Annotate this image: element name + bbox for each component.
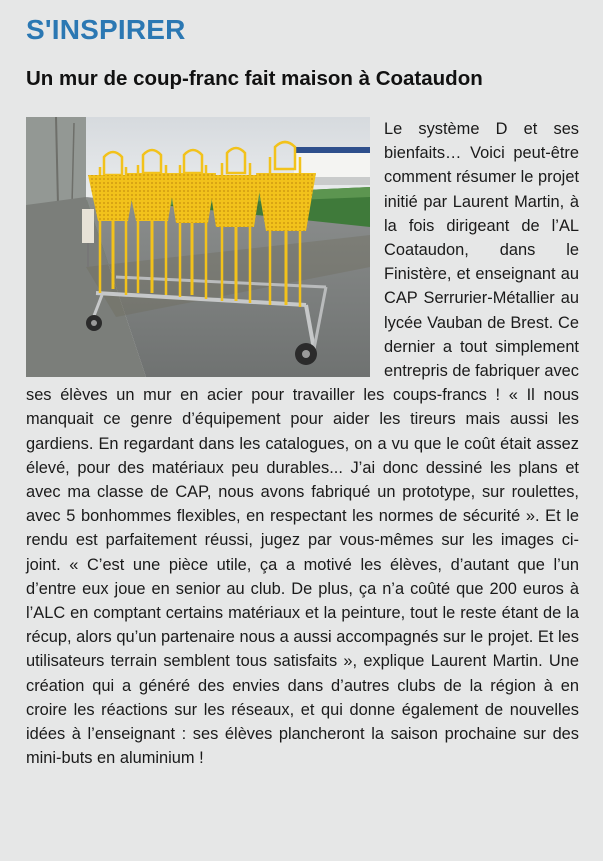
article-title: Un mur de coup-franc fait maison à Coataudon	[26, 67, 483, 90]
free-kick-wall-photo	[26, 117, 370, 377]
section-label: S'INSPIRER	[26, 14, 186, 45]
article-text: Le système D et ses bienfaits… Voici peut-être comment résumer le projet initié par Laurent Martin, à la fois dirigeant de l’AL Coataudon, dans le Finistère, et enseignant au CAP Serrurier-Métallier au lycée Vauban de Brest. Ce dernier a tout simplement entrepris de fabriquer avec ses élèves un mur en acier pour travailler les coups-francs ! « Il nous manquait ce genre d’équipement pour aider les tireurs mais aussi les gardiens. En regardant dans les catalogues, on a vu que le coût était assez élevé, pour des matériaux peu durables... J’ai donc dessiné les plans et avec ma classe de CAP, nous avons fabriqué un prototype, sur roulettes, avec 5 bonhommes flexibles, en respectant les normes de sécurité ». Et le rendu est parfaitement réussi, jugez par vous-mêmes sur les images ci-joint. « C’est une pièce utile, ça a motivé les élèves, d’autant que l’un d’entre eux joue en senior au club. De plus, ça n’a coûté que 200 euros à l’ALC en comptant certains matériaux et la peinture, tout le reste étant de la récup, alors qu’un partenaire nous a aussi accompagnés sur le projet. Et les utilisateurs terrain semblent tous satisfaits », explique Laurent Martin. Une création qui a généré des envies dans d’autres clubs de la région à en croire les réactions sur les réseaux, et qui donne également de nouvelles idées à l’enseignant : ses élèves plancheront la saison prochaine sur des mini-buts en aluminium !	[26, 120, 579, 768]
article-body	[26, 117, 579, 770]
